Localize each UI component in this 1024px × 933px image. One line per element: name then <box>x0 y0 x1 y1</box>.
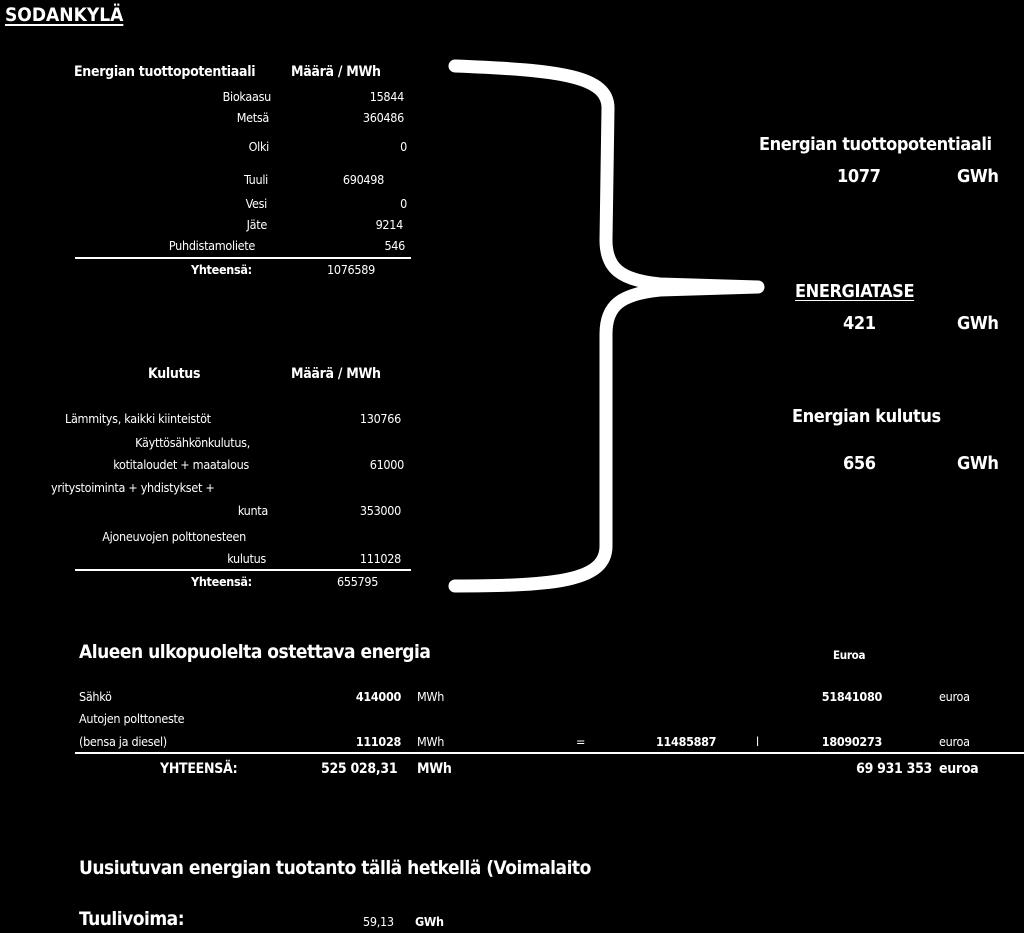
page-title: SODANKYLÄ <box>5 4 124 26</box>
consumption-row-label: Ajoneuvojen polttonesteen <box>102 529 246 544</box>
production-total-value: 1076589 <box>327 262 375 277</box>
electricity-amount: 414000 <box>355 689 401 704</box>
fuel-liters: 11485887 <box>656 734 717 749</box>
consumption-row-label: kulutus <box>227 551 266 566</box>
summary-consumption-value: 656 <box>843 453 876 474</box>
production-header-label: Energian tuottopotentiaali <box>74 64 256 80</box>
wind-power-value: 59,13 <box>363 914 394 929</box>
purchased-heading: Alueen ulkopuolelta ostettava energia <box>79 641 431 663</box>
wind-power-unit: GWh <box>415 914 444 929</box>
electricity-unit: MWh <box>417 689 445 704</box>
production-header-amount: Määrä / MWh <box>291 64 381 80</box>
production-row-label: Jäte <box>246 217 267 232</box>
fuel-euros: 18090273 <box>821 734 882 749</box>
consumption-row-label: kotitaloudet + maatalous <box>113 457 249 472</box>
fuel-label-detail: (bensa ja diesel) <box>79 734 167 749</box>
summary-balance-unit: GWh <box>957 313 999 334</box>
electricity-euros: 51841080 <box>821 689 882 704</box>
purchased-total-euro-unit: euroa <box>939 761 979 777</box>
fuel-equals: = <box>576 734 586 749</box>
production-row-value: 0 <box>400 139 407 154</box>
production-row-label: Biokaasu <box>222 89 271 104</box>
production-row-value: 9214 <box>375 217 403 232</box>
production-row-label: Vesi <box>245 196 267 211</box>
consumption-row-value: 61000 <box>369 457 404 472</box>
production-row-value: 15844 <box>369 89 404 104</box>
purchased-total-euros: 69 931 353 <box>856 761 932 777</box>
production-row-label: Olki <box>248 139 269 154</box>
summary-potential-unit: GWh <box>957 166 999 187</box>
summary-potential-value: 1077 <box>837 166 881 187</box>
fuel-amount: 111028 <box>355 734 401 749</box>
production-row-value: 690498 <box>342 172 384 187</box>
wind-power-label: Tuulivoima: <box>79 908 185 930</box>
consumption-row-label: kunta <box>237 503 268 518</box>
purchased-total-label: YHTEENSÄ: <box>160 761 238 777</box>
renewable-heading: Uusiutuvan energian tuotanto tällä hetkellä (Voimalaito <box>79 857 591 879</box>
fuel-unit: MWh <box>417 734 445 749</box>
summary-consumption-label: Energian kulutus <box>792 406 941 427</box>
production-row-value: 360486 <box>362 110 404 125</box>
consumption-header-amount: Määrä / MWh <box>291 366 381 382</box>
consumption-row-value: 353000 <box>359 503 401 518</box>
fuel-liter-unit: l <box>756 734 759 749</box>
consumption-row-label: yritystoiminta + yhdistykset + <box>51 480 215 495</box>
production-row-value: 0 <box>400 196 407 211</box>
summary-consumption-unit: GWh <box>957 453 999 474</box>
consumption-total-label: Yhteensä: <box>191 574 252 589</box>
production-row-value: 546 <box>384 238 405 253</box>
fuel-label: Autojen polttoneste <box>79 711 185 726</box>
consumption-total-value: 655795 <box>337 574 379 589</box>
production-row-label: Puhdistamoliete <box>168 238 255 253</box>
consumption-row-value: 111028 <box>359 551 401 566</box>
electricity-euro-unit: euroa <box>939 689 970 704</box>
purchased-total-rule <box>75 752 1024 754</box>
summary-potential-label: Energian tuottopotentiaali <box>759 134 992 155</box>
production-row-label: Tuuli <box>244 172 268 187</box>
production-total-label: Yhteensä: <box>191 262 252 277</box>
purchased-total-amount: 525 028,31 <box>321 761 398 777</box>
consumption-header-label: Kulutus <box>148 366 201 382</box>
purchased-euro-header: Euroa <box>833 648 866 662</box>
summary-balance-label: ENERGIATASE <box>795 281 915 302</box>
electricity-label: Sähkö <box>79 689 112 704</box>
fuel-euro-unit: euroa <box>939 734 970 749</box>
purchased-total-unit: MWh <box>417 761 452 777</box>
consumption-row-value: 130766 <box>359 411 401 426</box>
production-row-label: Metsä <box>236 110 269 125</box>
summary-balance-value: 421 <box>843 313 876 334</box>
consumption-row-label: Lämmitys, kaikki kiinteistöt <box>65 411 211 426</box>
consumption-row-label: Käyttösähkönkulutus, <box>135 435 250 450</box>
